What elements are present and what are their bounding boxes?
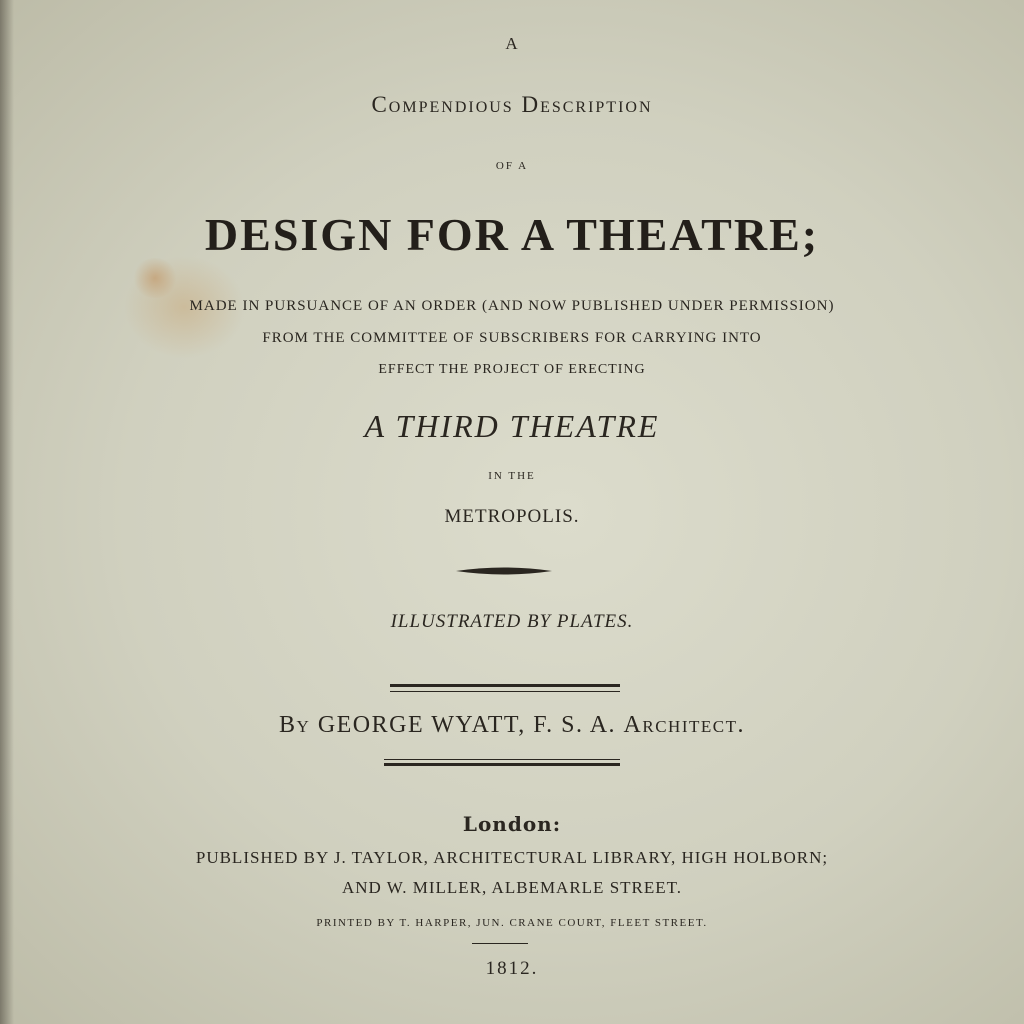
illustrated-by-plates: ILLUSTRATED BY PLATES. <box>390 611 634 632</box>
publication-year: 1812. <box>485 958 539 979</box>
author-byline <box>0 712 1024 739</box>
rule-bottom-thick <box>384 763 620 766</box>
subtitle-line-1: MADE IN PURSUANCE OF AN ORDER (AND NOW PUBLISHED UNDER PERMISSION) <box>189 298 835 314</box>
in-the-text: IN THE <box>488 470 536 482</box>
rule-year <box>472 943 528 944</box>
subtitle-line-2: FROM THE COMMITTEE OF SUBSCRIBERS FOR CARRYING INTO <box>262 330 762 346</box>
article-a: A <box>505 34 519 53</box>
foxing-stain <box>132 258 178 298</box>
imprint-city: London: <box>462 812 562 836</box>
rule-bottom-thin <box>384 759 620 760</box>
publisher-line-1: PUBLISHED BY J. TAYLOR, ARCHITECTURAL LIBRARY, HIGH HOLBORN; <box>195 848 829 867</box>
author-name: GEORGE WYATT, F. S. A. <box>317 712 617 738</box>
printer-line: PRINTED BY T. HARPER, JUN. CRANE COURT, FLEET STREET. <box>316 917 708 929</box>
third-theatre-title: A THIRD THEATRE <box>364 408 660 444</box>
ornament-divider <box>456 565 552 577</box>
subtitle-line-3: EFFECT THE PROJECT OF ERECTING <box>378 362 646 377</box>
main-title: DESIGN FOR A THEATRE; <box>204 209 820 260</box>
rule-top-thin <box>390 691 620 692</box>
compendious-description-heading: Compendious Description <box>371 92 653 117</box>
publisher-line-2: AND W. MILLER, ALBEMARLE STREET. <box>341 878 683 897</box>
byline-prefix: By <box>279 712 311 738</box>
metropolis-text: METROPOLIS. <box>444 506 580 527</box>
of-a-text: OF A <box>495 160 529 172</box>
rule-top-thick <box>390 684 620 687</box>
byline-suffix: Architect. <box>623 712 745 738</box>
